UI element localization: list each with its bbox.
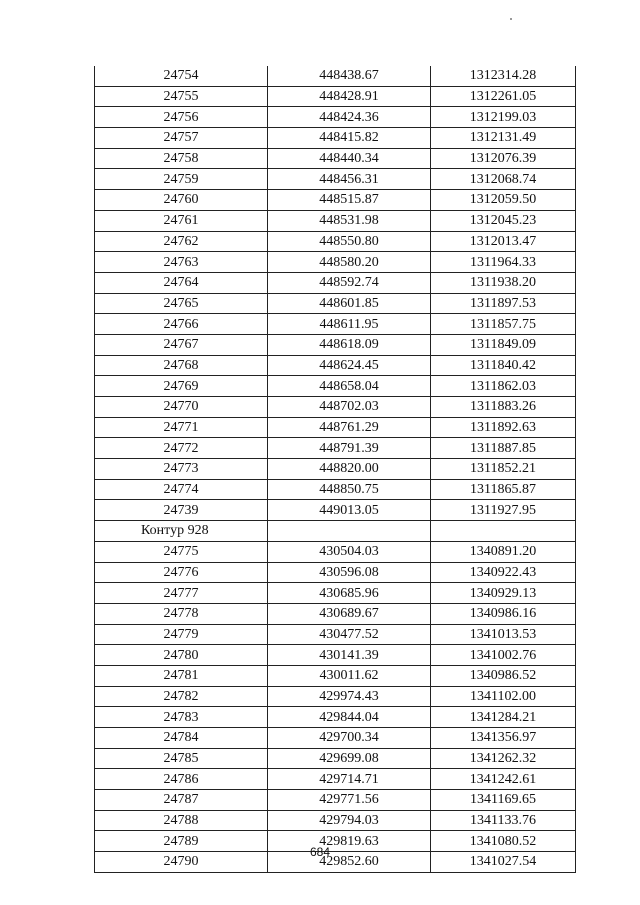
point-number-cell: 24788 — [95, 810, 268, 831]
y-coordinate-cell: 1340986.16 — [431, 603, 576, 624]
table-row — [95, 624, 576, 645]
table-row — [95, 417, 576, 438]
x-coordinate-cell: 430504.03 — [268, 541, 431, 562]
empty-cell — [268, 521, 431, 542]
point-number-cell: 24764 — [95, 272, 268, 293]
point-number-cell: 24767 — [95, 334, 268, 355]
x-coordinate-cell: 448440.34 — [268, 148, 431, 169]
table-row — [95, 148, 576, 169]
x-coordinate-cell: 448438.67 — [268, 66, 431, 86]
point-number-cell: 24754 — [95, 66, 268, 86]
point-number-cell: 24755 — [95, 86, 268, 107]
table-row — [95, 665, 576, 686]
x-coordinate-cell: 429714.71 — [268, 769, 431, 790]
point-number-cell: 24778 — [95, 603, 268, 624]
point-number-cell: 24784 — [95, 728, 268, 749]
y-coordinate-cell: 1311938.20 — [431, 272, 576, 293]
point-number-cell: 24771 — [95, 417, 268, 438]
x-coordinate-cell: 448611.95 — [268, 314, 431, 335]
table-row — [95, 810, 576, 831]
x-coordinate-cell: 429819.63 — [268, 831, 431, 852]
point-number-cell: 24772 — [95, 438, 268, 459]
y-coordinate-cell: 1341262.32 — [431, 748, 576, 769]
x-coordinate-cell: 448850.75 — [268, 479, 431, 500]
x-coordinate-cell: 430689.67 — [268, 603, 431, 624]
table-row — [95, 169, 576, 190]
y-coordinate-cell: 1311849.09 — [431, 334, 576, 355]
x-coordinate-cell: 448580.20 — [268, 252, 431, 273]
point-number-cell: 24781 — [95, 665, 268, 686]
y-coordinate-cell: 1312013.47 — [431, 231, 576, 252]
table-row — [95, 438, 576, 459]
x-coordinate-cell: 448592.74 — [268, 272, 431, 293]
point-number-cell: 24768 — [95, 355, 268, 376]
y-coordinate-cell: 1341013.53 — [431, 624, 576, 645]
y-coordinate-cell: 1340922.43 — [431, 562, 576, 583]
point-number-cell: 24770 — [95, 397, 268, 418]
coordinate-table — [94, 66, 576, 873]
point-number-cell: 24763 — [95, 252, 268, 273]
y-coordinate-cell: 1311927.95 — [431, 500, 576, 521]
table-row — [95, 107, 576, 128]
x-coordinate-cell: 429700.34 — [268, 728, 431, 749]
point-number-cell: 24760 — [95, 190, 268, 211]
table-row — [95, 252, 576, 273]
point-number-cell: 24790 — [95, 852, 268, 873]
point-number-cell: 24777 — [95, 583, 268, 604]
x-coordinate-cell: 448550.80 — [268, 231, 431, 252]
point-number-cell: 24769 — [95, 376, 268, 397]
scan-mark — [510, 18, 512, 20]
table-row — [95, 314, 576, 335]
point-number-cell: 24782 — [95, 686, 268, 707]
x-coordinate-cell: 448820.00 — [268, 459, 431, 480]
x-coordinate-cell: 448624.45 — [268, 355, 431, 376]
y-coordinate-cell: 1312045.23 — [431, 210, 576, 231]
table-row — [95, 707, 576, 728]
point-number-cell: 24776 — [95, 562, 268, 583]
y-coordinate-cell: 1341002.76 — [431, 645, 576, 666]
y-coordinate-cell: 1312314.28 — [431, 66, 576, 86]
table-row — [95, 355, 576, 376]
x-coordinate-cell: 448791.39 — [268, 438, 431, 459]
table-row — [95, 86, 576, 107]
table-row — [95, 397, 576, 418]
x-coordinate-cell: 430011.62 — [268, 665, 431, 686]
point-number-cell: 24759 — [95, 169, 268, 190]
point-number-cell: 24766 — [95, 314, 268, 335]
x-coordinate-cell: 448601.85 — [268, 293, 431, 314]
table-row — [95, 231, 576, 252]
table-row — [95, 790, 576, 811]
y-coordinate-cell: 1311862.03 — [431, 376, 576, 397]
table-row — [95, 459, 576, 480]
point-number-cell: 24757 — [95, 128, 268, 149]
point-number-cell: 24756 — [95, 107, 268, 128]
y-coordinate-cell: 1311865.87 — [431, 479, 576, 500]
x-coordinate-cell: 449013.05 — [268, 500, 431, 521]
y-coordinate-cell: 1340929.13 — [431, 583, 576, 604]
table-row — [95, 272, 576, 293]
x-coordinate-cell: 448658.04 — [268, 376, 431, 397]
y-coordinate-cell: 1312076.39 — [431, 148, 576, 169]
page-number: 684 — [309, 845, 331, 859]
x-coordinate-cell: 430141.39 — [268, 645, 431, 666]
x-coordinate-cell: 448415.82 — [268, 128, 431, 149]
point-number-cell: 24762 — [95, 231, 268, 252]
coordinate-table-body — [95, 66, 576, 872]
y-coordinate-cell: 1311897.53 — [431, 293, 576, 314]
table-row — [95, 128, 576, 149]
table-row — [95, 603, 576, 624]
point-number-cell: 24787 — [95, 790, 268, 811]
table-row — [95, 500, 576, 521]
x-coordinate-cell: 448531.98 — [268, 210, 431, 231]
table-row — [95, 728, 576, 749]
y-coordinate-cell: 1312199.03 — [431, 107, 576, 128]
x-coordinate-cell: 448515.87 — [268, 190, 431, 211]
x-coordinate-cell: 448428.91 — [268, 86, 431, 107]
y-coordinate-cell: 1341242.61 — [431, 769, 576, 790]
y-coordinate-cell: 1311892.63 — [431, 417, 576, 438]
x-coordinate-cell: 429794.03 — [268, 810, 431, 831]
point-number-cell: 24779 — [95, 624, 268, 645]
x-coordinate-cell: 429844.04 — [268, 707, 431, 728]
y-coordinate-cell: 1341027.54 — [431, 852, 576, 873]
point-number-cell: 24774 — [95, 479, 268, 500]
x-coordinate-cell: 430477.52 — [268, 624, 431, 645]
x-coordinate-cell: 448761.29 — [268, 417, 431, 438]
x-coordinate-cell: 429771.56 — [268, 790, 431, 811]
point-number-cell: 24775 — [95, 541, 268, 562]
y-coordinate-cell: 1311857.75 — [431, 314, 576, 335]
y-coordinate-cell: 1341284.21 — [431, 707, 576, 728]
y-coordinate-cell: 1312068.74 — [431, 169, 576, 190]
y-coordinate-cell: 1312131.49 — [431, 128, 576, 149]
table-row — [95, 645, 576, 666]
table-row — [95, 769, 576, 790]
y-coordinate-cell: 1340891.20 — [431, 541, 576, 562]
point-number-cell: 24786 — [95, 769, 268, 790]
point-number-cell: 24761 — [95, 210, 268, 231]
point-number-cell: 24789 — [95, 831, 268, 852]
x-coordinate-cell: 429852.60 — [268, 852, 431, 873]
y-coordinate-cell: 1341356.97 — [431, 728, 576, 749]
table-row — [95, 190, 576, 211]
x-coordinate-cell: 430596.08 — [268, 562, 431, 583]
y-coordinate-cell: 1312059.50 — [431, 190, 576, 211]
y-coordinate-cell: 1340986.52 — [431, 665, 576, 686]
table-row — [95, 686, 576, 707]
table-row — [95, 748, 576, 769]
y-coordinate-cell: 1312261.05 — [431, 86, 576, 107]
table-row — [95, 376, 576, 397]
table-row — [95, 210, 576, 231]
y-coordinate-cell: 1341169.65 — [431, 790, 576, 811]
contour-label: Контур 928 — [95, 521, 268, 542]
point-number-cell: 24785 — [95, 748, 268, 769]
x-coordinate-cell: 430685.96 — [268, 583, 431, 604]
table-row — [95, 541, 576, 562]
contour-header-row — [95, 521, 576, 542]
table-row — [95, 562, 576, 583]
empty-cell — [431, 521, 576, 542]
y-coordinate-cell: 1341102.00 — [431, 686, 576, 707]
table-row — [95, 583, 576, 604]
table-row — [95, 334, 576, 355]
x-coordinate-cell: 448424.36 — [268, 107, 431, 128]
x-coordinate-cell: 448702.03 — [268, 397, 431, 418]
x-coordinate-cell: 448456.31 — [268, 169, 431, 190]
point-number-cell: 24739 — [95, 500, 268, 521]
table-row — [95, 293, 576, 314]
point-number-cell: 24773 — [95, 459, 268, 480]
point-number-cell: 24765 — [95, 293, 268, 314]
point-number-cell: 24780 — [95, 645, 268, 666]
table-row — [95, 66, 576, 86]
y-coordinate-cell: 1311852.21 — [431, 459, 576, 480]
y-coordinate-cell: 1311887.85 — [431, 438, 576, 459]
x-coordinate-cell: 429974.43 — [268, 686, 431, 707]
point-number-cell: 24758 — [95, 148, 268, 169]
y-coordinate-cell: 1311883.26 — [431, 397, 576, 418]
y-coordinate-cell: 1311964.33 — [431, 252, 576, 273]
y-coordinate-cell: 1311840.42 — [431, 355, 576, 376]
point-number-cell: 24783 — [95, 707, 268, 728]
table-row — [95, 479, 576, 500]
y-coordinate-cell: 1341133.76 — [431, 810, 576, 831]
x-coordinate-cell: 429699.08 — [268, 748, 431, 769]
x-coordinate-cell: 448618.09 — [268, 334, 431, 355]
y-coordinate-cell: 1341080.52 — [431, 831, 576, 852]
